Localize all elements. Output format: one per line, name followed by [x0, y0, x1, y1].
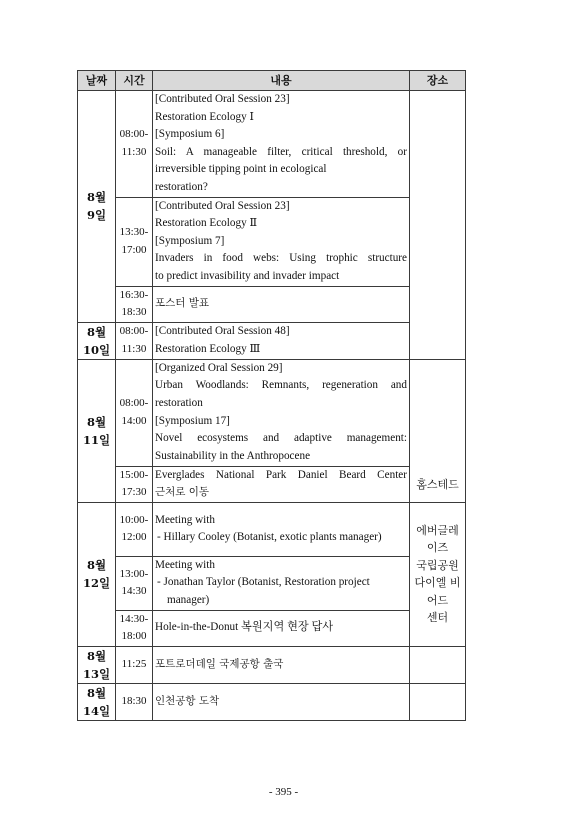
time-cell: 10:00- 12:00 [116, 502, 153, 556]
content-line: restoration? [155, 180, 208, 193]
content-line: Meeting with [155, 513, 215, 526]
time-cell: 08:00- 14:00 [116, 359, 153, 466]
content-cell [153, 197, 410, 286]
place-cell [410, 683, 466, 720]
content-cell: 포스터 발표 [153, 286, 410, 322]
content-cell [153, 502, 410, 556]
date-cell: 8월 10일 [78, 322, 116, 359]
table-row [78, 466, 466, 502]
content-line: restoration [155, 396, 203, 409]
table-row [78, 359, 466, 466]
content-line: [Organized Oral Session 29] [155, 361, 283, 374]
date-cell: 8월 11일 [78, 359, 116, 502]
content-cell [153, 556, 410, 610]
content-line: [Symposium 17] [155, 414, 230, 427]
place-cell: 에버글레이즈 국립공원 다이엘 비어드 센터 [410, 502, 466, 646]
content-cell: 포트로더데일 국제공항 출국 [153, 646, 410, 683]
content-line: [Symposium 6] [155, 128, 225, 141]
place-cell [410, 91, 466, 360]
content-line: Everglades National Park Daniel Beard Center [155, 468, 407, 481]
content-cell [153, 91, 410, 198]
content-cell: Hole-in-the-Donut 복원지역 현장 답사 [153, 610, 410, 646]
content-line: Urban Woodlands: Remnants, regeneration and [155, 379, 407, 392]
header-time: 시간 [116, 71, 153, 91]
time-cell: 16:30- 18:30 [116, 286, 153, 322]
header-content: 내용 [153, 71, 410, 91]
content-line: [Symposium 7] [155, 234, 225, 247]
content-line: Soil: A manageable filter, critical threshold, or [155, 145, 407, 158]
date-cell: 8월 12일 [78, 502, 116, 646]
content-line: [Contributed Oral Session 23] [155, 199, 290, 212]
time-cell: 11:25 [116, 646, 153, 683]
place-cell [410, 359, 466, 502]
date-cell: 8월 14일 [78, 683, 116, 720]
content-line: - Hillary Cooley (Botanist, exotic plants manager) [157, 531, 382, 544]
content-line: [Contributed Oral Session 48] [155, 324, 290, 337]
table-row [78, 91, 466, 198]
content-line: to predict invasibility and invader impact [155, 269, 340, 282]
time-cell: 15:00- 17:30 [116, 466, 153, 502]
header-date: 날짜 [78, 71, 116, 91]
table-row [78, 646, 466, 683]
date-cell: 8월 13일 [78, 646, 116, 683]
table-row [78, 556, 466, 610]
content-cell: 인천공항 도착 [153, 683, 410, 720]
table-row [78, 197, 466, 286]
content-line: Restoration Ecology Ⅱ [155, 217, 258, 230]
content-cell [153, 466, 410, 502]
time-cell: 13:30- 17:00 [116, 197, 153, 286]
time-cell: 08:00- 11:30 [116, 91, 153, 198]
time-cell: 14:30- 18:00 [116, 610, 153, 646]
table-row [78, 610, 466, 646]
content-cell [153, 322, 410, 359]
time-cell: 13:00- 14:30 [116, 556, 153, 610]
content-line: Novel ecosystems and adaptive management: [155, 432, 407, 445]
content-line: Invaders in food webs: Using trophic structure [155, 252, 407, 265]
date-cell: 8월 9일 [78, 91, 116, 323]
place-label: 홈스테드 [416, 478, 459, 492]
table-row [78, 683, 466, 720]
time-cell: 08:00- 11:30 [116, 322, 153, 359]
schedule-table [77, 70, 466, 721]
content-line: irreversible tipping point in ecological [155, 163, 327, 176]
table-row [78, 502, 466, 556]
content-line: Sustainability in the Anthropocene [155, 449, 311, 462]
time-cell: 18:30 [116, 683, 153, 720]
header-place: 장소 [410, 71, 466, 91]
content-line: - Jonathan Taylor (Botanist, Restoration project manager) [157, 576, 370, 607]
table-row [78, 286, 466, 322]
content-line: Meeting with [155, 558, 215, 571]
content-cell [153, 359, 410, 466]
table-row [78, 322, 466, 359]
content-line: Restoration Ecology Ⅰ [155, 110, 254, 123]
header-row [78, 71, 466, 91]
page-number: - 395 - [268, 786, 299, 798]
place-cell [410, 646, 466, 683]
content-line: 근처로 이동 [155, 486, 210, 499]
content-line: [Contributed Oral Session 23] [155, 93, 290, 105]
content-line: Restoration Ecology Ⅲ [155, 342, 261, 355]
